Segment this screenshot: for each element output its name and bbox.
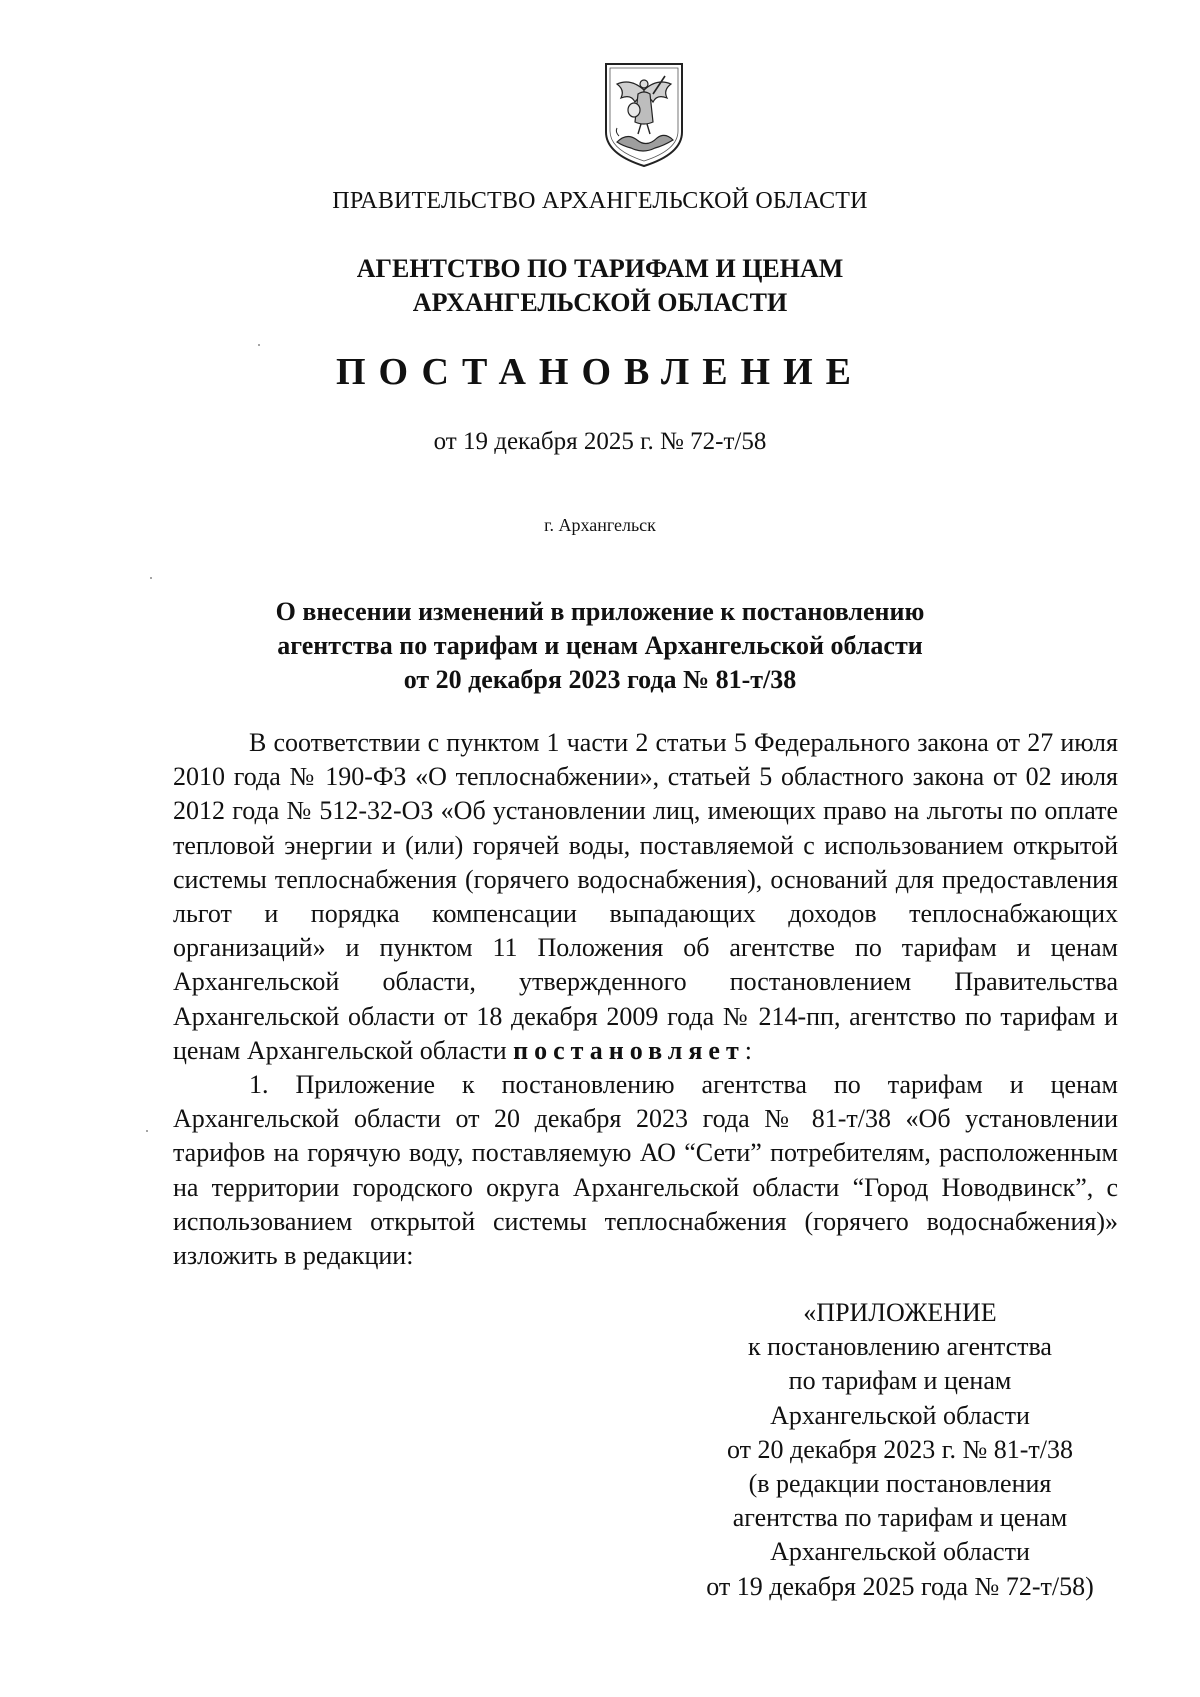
decree-word: постановляет bbox=[513, 1035, 745, 1065]
preamble-text: В соответствии с пунктом 1 части 2 статьи 5 Федерального закона от 27 июля 2010 года № 190-ФЗ «О теплоснабжении», статьей 5 областного закона от 02 июля 2012 года № 512-32-ОЗ «Об установлении лиц, имеющих право на льготы по оплате тепловой энергии и (или) горячей воды, поставляемой с использованием открытой системы теплоснабжения (горячего водоснабжения), оснований для предоставления льгот и порядка компенсации выпадающих доходов теплоснабжающих организаций» и пунктом 11 Положения об агентстве по тарифам и ценам Архангельской области, утвержденного постановлением Правительства Архангельской области от 18 декабря 2009 года № 214-пп, агентство по тарифам и ценам Архангельской области bbox=[173, 728, 1118, 1065]
appendix-line: по тарифам и ценам bbox=[788, 1366, 1012, 1396]
subject-line-3: от 20 декабря 2023 года № 81-т/38 bbox=[403, 665, 797, 694]
appendix-line: к постановлению агентства bbox=[748, 1332, 1052, 1362]
document-type-title: ПОСТАНОВЛЕНИЕ bbox=[335, 351, 865, 393]
coat-of-arms-icon bbox=[603, 60, 685, 168]
scan-speck bbox=[150, 577, 152, 579]
decree-colon: : bbox=[744, 1035, 752, 1065]
preamble-paragraph bbox=[173, 726, 1118, 1068]
document-date-number: от 19 декабря 2025 г. № 72-т/58 bbox=[433, 428, 767, 455]
subject-line-2: агентства по тарифам и ценам Архангельской области bbox=[277, 631, 923, 660]
scan-speck bbox=[258, 344, 260, 346]
appendix-line: агентства по тарифам и ценам bbox=[732, 1503, 1068, 1533]
appendix-line: (в редакции постановления bbox=[748, 1469, 1052, 1499]
appendix-header bbox=[660, 1296, 1140, 1604]
agency-name-line-1: АГЕНТСТВО ПО ТАРИФАМ И ЦЕНАМ bbox=[356, 254, 844, 283]
appendix-line: от 19 декабря 2025 года № 72-т/58) bbox=[706, 1571, 1094, 1601]
scan-speck bbox=[146, 1130, 148, 1132]
item-1-paragraph: 1. Приложение к постановлению агентства по тарифам и ценам Архангельской области от 20 декабря 2023 года № 81-т/38 «Об установлении тарифов на горячую воду, поставляемую АО “Сети” потребителям, расположенным на территории городского округа Архангельской области “Город Новодвинск”, с использованием открытой системы теплоснабжения (горячего водоснабжения)» изложить в редакции: bbox=[173, 1070, 1118, 1271]
document-city: г. Архангельск bbox=[544, 515, 656, 535]
document-subject bbox=[0, 595, 1200, 697]
government-name: ПРАВИТЕЛЬСТВО АРХАНГЕЛЬСКОЙ ОБЛАСТИ bbox=[332, 188, 868, 214]
document-body bbox=[173, 726, 1118, 1273]
appendix-line: Архангельской области bbox=[770, 1537, 1030, 1567]
appendix-line: Архангельской области bbox=[770, 1400, 1030, 1430]
agency-name bbox=[0, 252, 1200, 320]
appendix-line: «ПРИЛОЖЕНИЕ bbox=[803, 1298, 997, 1327]
agency-name-line-2: АРХАНГЕЛЬСКОЙ ОБЛАСТИ bbox=[412, 288, 788, 317]
subject-line-1: О внесении изменений в приложение к постановлению bbox=[275, 597, 925, 626]
appendix-line: от 20 декабря 2023 г. № 81-т/38 bbox=[726, 1434, 1074, 1464]
